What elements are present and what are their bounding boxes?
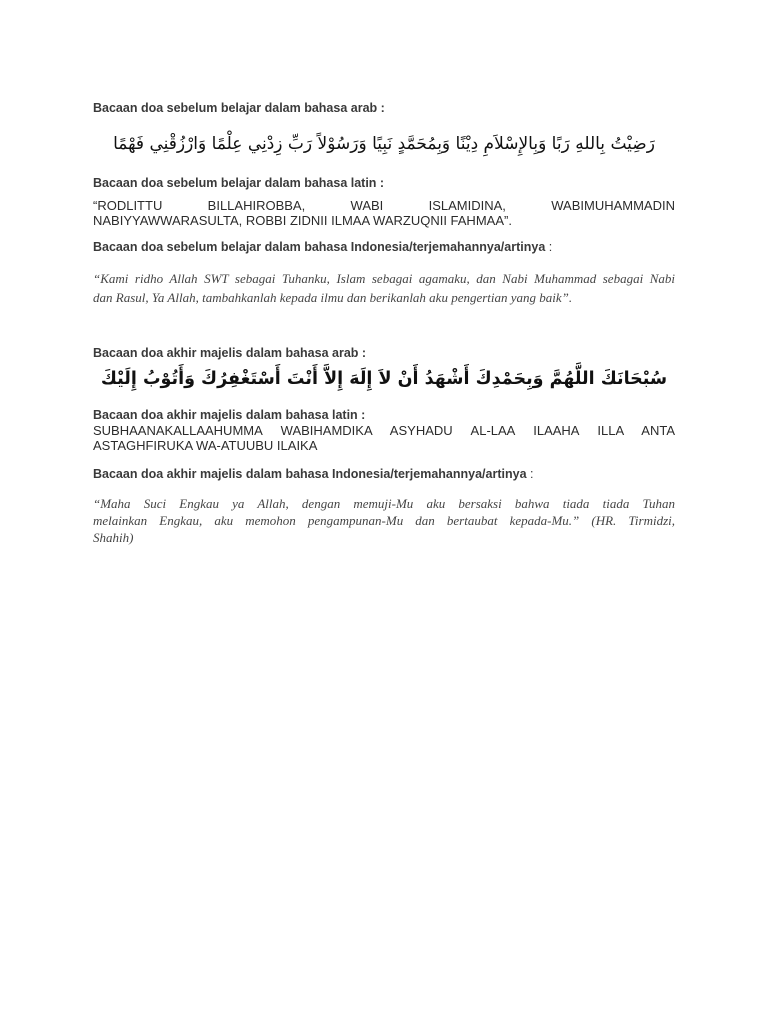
heading-colon: :: [526, 467, 534, 481]
heading-sebelum-latin: Bacaan doa sebelum belajar dalam bahasa latin :: [93, 176, 385, 190]
heading-text: Bacaan doa sebelum belajar dalam bahasa Indonesia/terjemahannya/artinya: [93, 240, 546, 254]
heading-akhir-indonesia: [93, 467, 675, 482]
latin-doa-akhir-majelis: [93, 423, 675, 453]
translation-line: “Kami ridho Allah SWT sebagai Tuhanku, Islam sebagai agamaku, dan Nabi Muhammad sebagai Nabi: [93, 271, 675, 286]
latin-line: SUBHAANAKALLAAHUMMA WABIHAMDIKA ASYHADU AL-LAA ILAAHA ILLA ANTA: [93, 423, 675, 438]
heading-sebelum-arab: Bacaan doa sebelum belajar dalam bahasa arab :: [93, 101, 385, 115]
latin-line: NABIYYAWWARASULTA, ROBBI ZIDNII ILMAA WARZUQNII FAHMAA”.: [93, 213, 512, 228]
translation-line: dan Rasul, Ya Allah, tambahkanlah kepada ilmu dan berikanlah aku pengertian yang baik”.: [93, 290, 573, 305]
translation-line: melainkan Engkau, aku memohon pengampunan-Mu dan bertaubat kepada-Mu.” (HR. Tirmidzi,: [93, 513, 675, 528]
heading-text: Bacaan doa akhir majelis dalam bahasa Indonesia/terjemahannya/artinya: [93, 467, 527, 481]
heading-akhir-latin: Bacaan doa akhir majelis dalam bahasa latin :: [93, 408, 366, 422]
latin-line: “RODLITTU BILLAHIROBBA, WABI ISLAMIDINA, WABIMUHAMMADIN: [93, 198, 675, 213]
translation-doa-sebelum-belajar: [93, 269, 675, 307]
translation-line: “Maha Suci Engkau ya Allah, dengan memuji-Mu aku bersaksi bahwa tiada tiada Tuhan: [93, 496, 675, 511]
heading-sebelum-indonesia: [93, 240, 675, 255]
arabic-doa-akhir-majelis: سُبْحَانَكَ اللَّهُمَّ وَبِحَمْدِكَ أَشْهَدُ أَنْ لاَ إِلَهَ إِلاَّ أَنْتَ أَسْتَغْفِرُكَ وَأَتُوْبُ إِلَيْكَ: [100, 369, 668, 389]
translation-doa-akhir-majelis: [93, 495, 675, 546]
arabic-doa-sebelum-belajar: رَضِيْتُ بِاللهِ رَبًا وَبِالإِسْلاَمِ دِيْنًا وَبِمُحَمَّدٍ نَبِيًا وَرَسُوْلاً رَبِّ زِدْنِي عِلْمًا وَارْزُقْنِي فَهْمًا: [113, 134, 655, 154]
latin-line: ASTAGHFIRUKA WA-ATUUBU ILAIKA: [93, 438, 318, 453]
heading-colon: :: [545, 240, 553, 254]
latin-doa-sebelum-belajar: [93, 198, 675, 228]
heading-akhir-arab: Bacaan doa akhir majelis dalam bahasa arab :: [93, 346, 367, 360]
translation-line: Shahih): [93, 530, 134, 545]
